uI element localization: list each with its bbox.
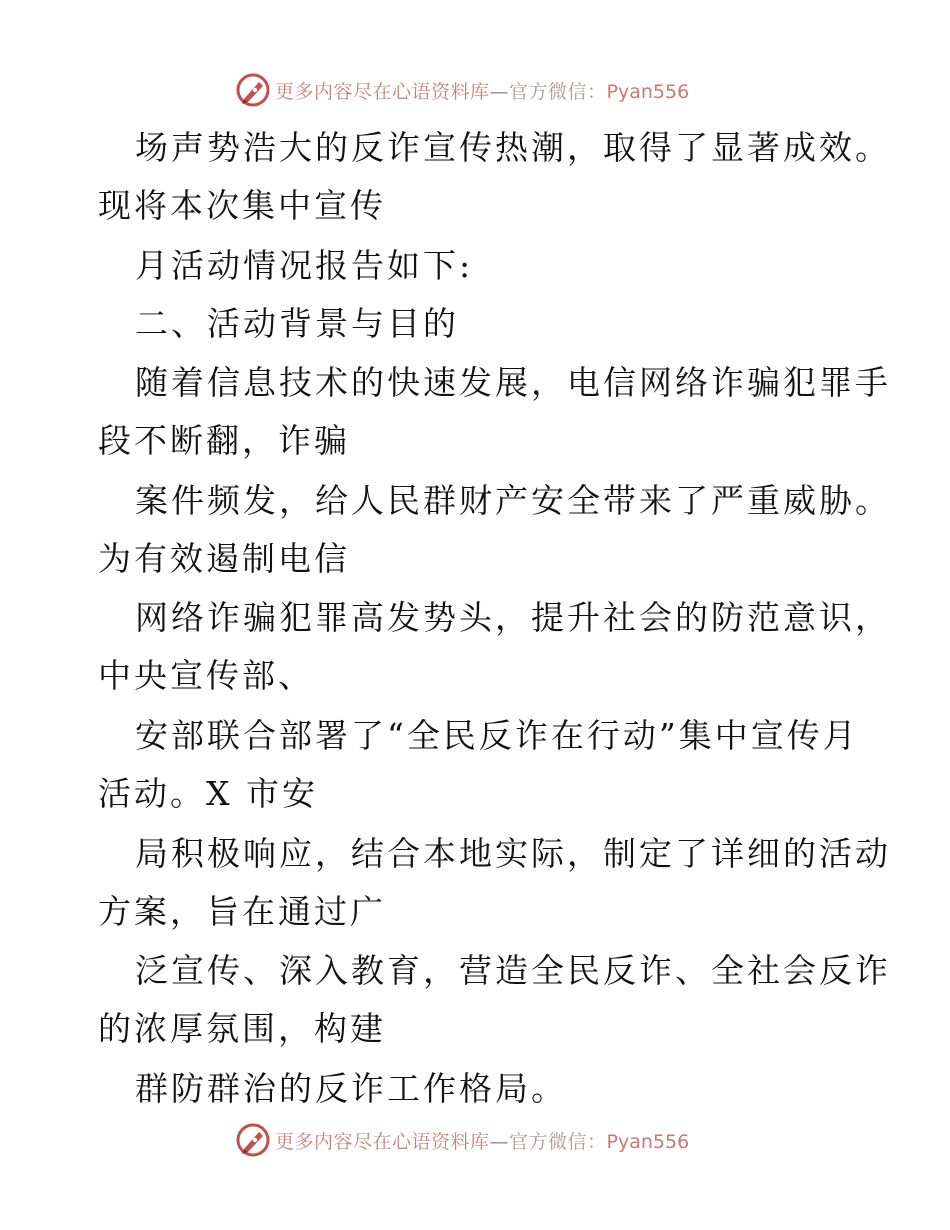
header-watermark (235, 72, 689, 108)
section-heading: 二、活动背景与目的 (135, 304, 459, 343)
body-line: 月活动情况报告如下: (135, 246, 474, 285)
pen-logo-icon (235, 1122, 271, 1158)
watermark-text (275, 77, 689, 104)
body-line: 群防群治的反诈工作格局。 (135, 1069, 567, 1108)
body-line: 案件频发，给人民群财产安全带来了严重威胁。 (135, 481, 891, 520)
body-line: 随着信息技术的快速发展，电信网络诈骗犯罪手 (135, 363, 891, 402)
body-line: 的浓厚氛围，构建 (98, 1009, 386, 1048)
body-line: 场声势浩大的反诈宣传热潮，取得了显著成效。 (135, 128, 891, 167)
watermark-separator: — (489, 80, 510, 103)
watermark-separator: — (489, 1130, 510, 1153)
body-line: 为有效遏制电信 (98, 539, 350, 578)
body-line: 网络诈骗犯罪高发势头，提升社会的防范意识， (135, 598, 891, 637)
watermark-wechat-label: 官方微信： (509, 80, 607, 103)
body-line: 局积极响应，结合本地实际，制定了详细的活动 (135, 834, 891, 873)
watermark-site-text: 更多内容尽在心语资料库 (275, 1130, 490, 1153)
footer-watermark (235, 1122, 689, 1158)
body-line: 安部联合部署了“全民反诈在行动”集中宣传月 (135, 716, 859, 755)
body-line: 活动。X 市安 (98, 774, 318, 813)
watermark-wechat-label: 官方微信： (509, 1130, 607, 1153)
body-line: 中央宣传部、 (98, 656, 314, 695)
watermark-text (275, 1127, 689, 1154)
watermark-wechat-id: Pyan556 (606, 80, 690, 103)
body-line: 现将本次集中宣传 (98, 186, 386, 225)
pen-logo-icon (235, 72, 271, 108)
watermark-site-text: 更多内容尽在心语资料库 (275, 80, 490, 103)
body-line: 方案，旨在通过广 (98, 892, 386, 931)
body-line: 泛宣传、深入教育，营造全民反诈、全社会反诈 (135, 951, 891, 990)
body-line: 段不断翻，诈骗 (98, 421, 350, 460)
watermark-wechat-id: Pyan556 (606, 1130, 690, 1153)
